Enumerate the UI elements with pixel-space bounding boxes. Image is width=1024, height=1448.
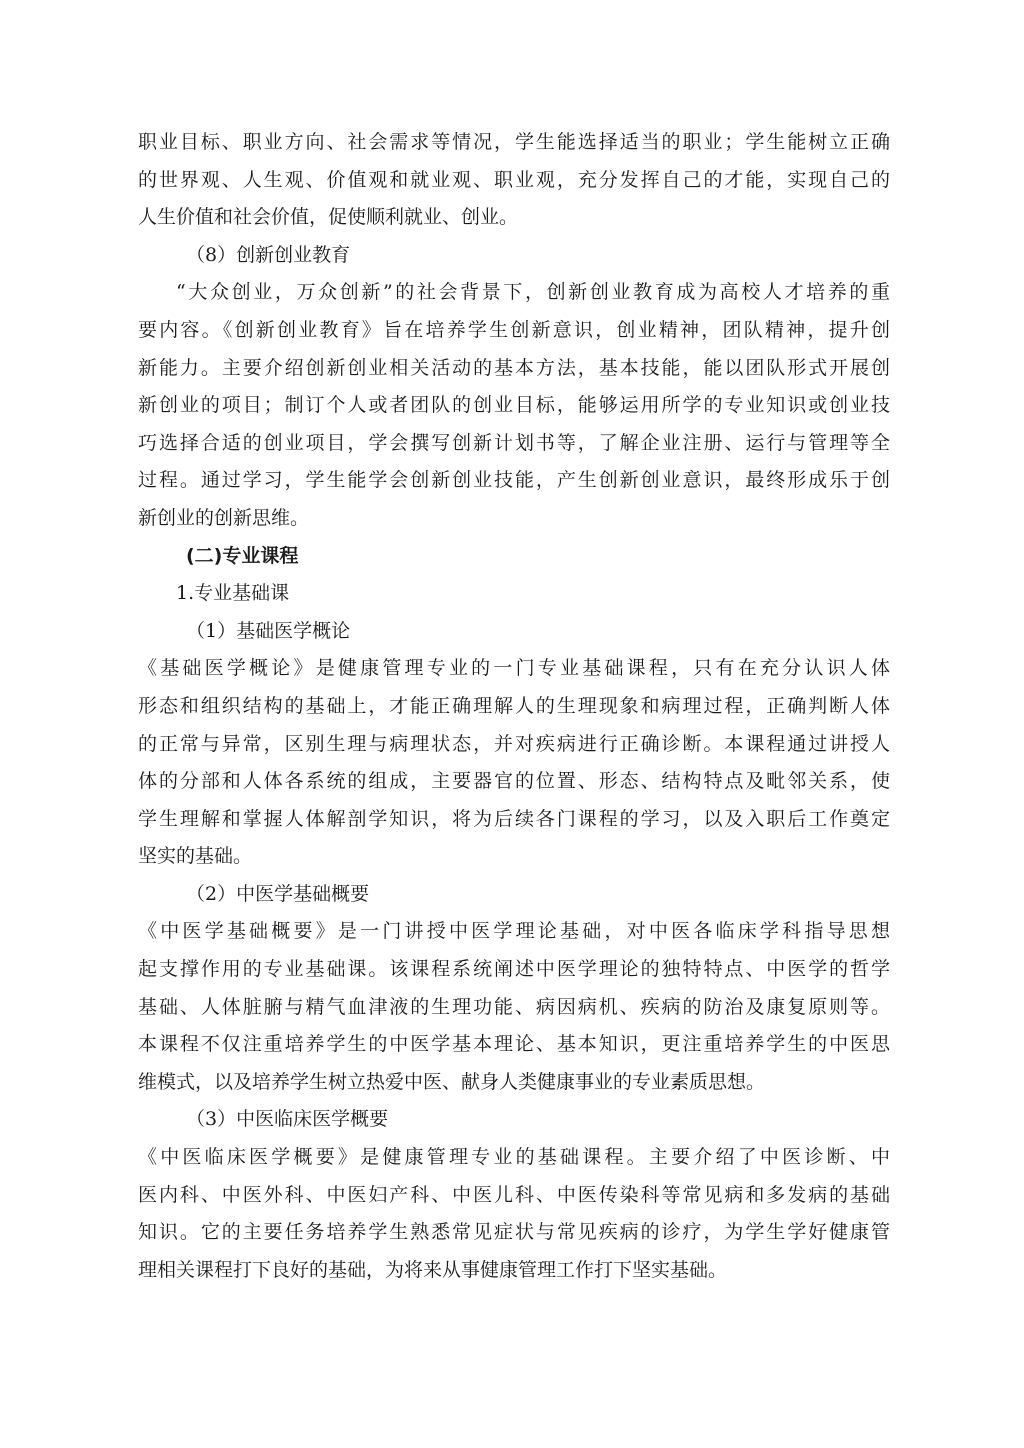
section-heading: (二)专业课程	[186, 544, 299, 567]
body-text-line: 职业目标、职业方向、社会需求等情况，学生能选择适当的职业；学生能树立正确	[138, 131, 890, 153]
body-text-line: 形态和组织结构的基础上，才能正确理解人的生理现象和病理过程，正确判断人体	[138, 694, 890, 717]
body-text-line: 维模式，以及培养学生树立热爱中医、献身人类健康事业的专业素质思想。	[138, 1070, 766, 1093]
body-text-line: 理相关课程打下良好的基础，为将来从事健康管理工作打下坚实基础。	[138, 1258, 728, 1281]
body-text-line: “大众创业，万众创新”的社会背景下，创新创业教育成为高校人才培养的重	[176, 281, 890, 304]
body-text-line: 过程。通过学习，学生能学会创新创业技能，产生创新创业意识，最终形成乐于创	[138, 469, 890, 492]
body-text-line: 体的分部和人体各系统的组成，主要器官的位置、形态、结构特点及毗邻关系，使	[138, 770, 890, 793]
body-text-line: 本课程不仅注重培养学生的中医学基本理论、基本知识，更注重培养学生的中医思	[138, 1033, 890, 1056]
body-text-line: 要内容。《创新创业教育》旨在培养学生创新意识，创业精神，团队精神，提升创	[138, 318, 890, 341]
body-text-line: 的正常与异常，区别生理与病理状态，并对疾病进行正确诊断。本课程通过讲授人	[138, 732, 890, 755]
body-text-line: 巧选择合适的创业项目，学会撰写创新计划书等，了解企业注册、运行与管理等全	[138, 431, 890, 454]
body-text-line: 基础、人体脏腑与精气血津液的生理功能、病因病机、疾病的防治及康复原则等。	[138, 995, 890, 1018]
subsection-heading: 1.专业基础课	[176, 582, 290, 605]
body-text-line: 医内科、中医外科、中医妇产科、中医儿科、中医传染科等常见病和多发病的基础	[138, 1183, 890, 1206]
body-text-line: 《基础医学概论》是健康管理专业的一门专业基础课程，只有在充分认识人体	[138, 657, 890, 680]
body-text-line: 新能力。主要介绍创新创业相关活动的基本方法，基本技能，能以团队形式开展创	[138, 356, 890, 379]
body-text-line: 《中医学基础概要》是一门讲授中医学理论基础，对中医各临床学科指导思想	[138, 920, 890, 943]
body-text-line: 知识。它的主要任务培养学生熟悉常见症状与常见疾病的诊疗，为学生学好健康管	[138, 1221, 890, 1244]
document-page	[138, 124, 890, 1289]
body-text-line: 《中医临床医学概要》是健康管理专业的基础课程。主要介绍了中医诊断、中	[138, 1146, 890, 1169]
section-subheading: （1）基础医学概论	[186, 619, 351, 642]
section-subheading: （8）创新创业教育	[186, 243, 351, 266]
body-text-line: 新创业的创新思维。	[138, 506, 310, 529]
section-subheading: （3）中医临床医学概要	[186, 1108, 389, 1131]
body-text-line: 新创业的项目；制订个人或者团队的创业目标，能够运用所学的专业知识或创业技	[138, 394, 890, 417]
body-text-line: 人生价值和社会价值，促使顺利就业、创业。	[138, 206, 519, 229]
body-text-line: 起支撑作用的专业基础课。该课程系统阐述中医学理论的独特特点、中医学的哲学	[138, 958, 890, 981]
body-text-line: 坚实的基础。	[138, 845, 253, 868]
body-text-line: 的世界观、人生观、价值观和就业观、职业观，充分发挥自己的才能，实现自己的	[138, 168, 890, 191]
section-subheading: （2）中医学基础概要	[186, 882, 370, 905]
body-text-line: 学生理解和掌握人体解剖学知识，将为后续各门课程的学习，以及入职后工作奠定	[138, 807, 890, 830]
